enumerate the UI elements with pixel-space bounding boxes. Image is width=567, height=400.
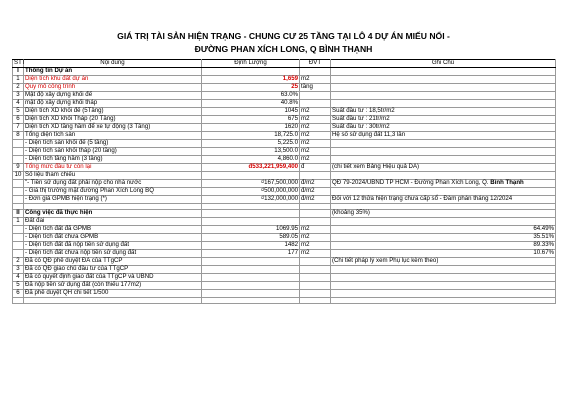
cell-noi-dung: - Diện tích tầng hầm (3 tầng) [24, 156, 202, 164]
cell-ghi-chu [331, 84, 556, 92]
cell-stt: I [13, 68, 24, 76]
cell-dvt [300, 266, 331, 274]
cell-noi-dung: Đã có QĐ giao chủ đầu tư của TTgCP [24, 266, 202, 274]
cell-dvt: m2 [300, 116, 331, 124]
cell-stt: 5 [13, 282, 24, 290]
asset-table [12, 59, 556, 304]
cell-stt: 3 [13, 92, 24, 100]
cell-ghi-chu [331, 196, 556, 204]
cell-noi-dung: Đã nộp tiền sử dụng đất (còn thiếu 177m2) [24, 282, 202, 290]
document-title [12, 30, 555, 56]
ghi-chu-percent: 89.33% [533, 241, 554, 249]
cell-dinh-luong [202, 266, 300, 274]
cell-dvt: m2 [300, 76, 331, 84]
cell-noi-dung: - Diện tích sàn khối tháp (20 tầng) [24, 148, 202, 156]
cell-ghi-chu [331, 266, 556, 274]
cell-dvt [300, 274, 331, 282]
cell-stt [13, 180, 24, 188]
cell-dvt: m2 [300, 234, 331, 242]
cell-dinh-luong: 1482 [202, 242, 300, 250]
cell-noi-dung: Diện tích XD khối đế (5Tầng) [24, 108, 202, 116]
cell-noi-dung: Mật độ xây dựng khối đế [24, 92, 202, 100]
cell-dinh-luong [202, 282, 300, 290]
table-row [13, 290, 556, 298]
cell-dinh-luong: ₫500,000,000 [202, 188, 300, 196]
ghi-chu-percent: 10.67% [533, 249, 554, 257]
cell-noi-dung: Diện tích XD khối Tháp (20 Tầng) [24, 116, 202, 124]
cell-noi-dung [24, 298, 202, 304]
cell-stt: 4 [13, 100, 24, 108]
cell-noi-dung: - Diện tích đất đã GPMB [24, 226, 202, 234]
ghi-chu-text: (Chi tiết pháp lý xem Phụ lục kèm theo) [332, 257, 439, 265]
cell-stt: 8 [13, 132, 24, 140]
cell-dinh-luong: 1045 [202, 108, 300, 116]
cell-dinh-luong: 589.05 [202, 234, 300, 242]
cell-dvt [300, 290, 331, 298]
ghi-chu-bold-text: Bình Thạnh [490, 179, 524, 187]
spreadsheet [12, 6, 555, 304]
cell-noi-dung: - Diện tích sàn khối đế (5 tầng) [24, 140, 202, 148]
table-row [13, 298, 556, 304]
cell-ghi-chu [331, 290, 556, 298]
ghi-chu-text: Hệ số sử dụng đất 11,3 lần [332, 131, 406, 139]
cell-stt [13, 188, 24, 196]
cell-stt: 10 [13, 172, 24, 180]
cell-stt: 1 [13, 218, 24, 226]
cell-dvt [300, 282, 331, 290]
cell-noi-dung: Tổng mức đầu tư còn lại [24, 164, 202, 172]
cell-ghi-chu [331, 234, 556, 242]
cell-stt [13, 298, 24, 304]
cell-dvt: m2 [300, 226, 331, 234]
cell-dvt: tầng [300, 84, 331, 92]
table-row [13, 76, 556, 84]
cell-ghi-chu [331, 180, 556, 188]
cell-ghi-chu [331, 258, 556, 266]
ghi-chu-text: Đối với 12 thửa hiện trạng chưa cấp sổ - Đàm phán tháng 12/2024 [332, 195, 513, 203]
cell-noi-dung: Diện tích khu đất dự án [24, 76, 202, 84]
table-body [13, 68, 556, 304]
cell-dinh-luong [202, 274, 300, 282]
cell-dinh-luong: 13,500.0 [202, 148, 300, 156]
cell-ghi-chu [331, 218, 556, 226]
cell-noi-dung: Đã có quyết định giao đất của TTgCP và UBND [24, 274, 202, 282]
cell-dvt [300, 258, 331, 266]
cell-stt: 5 [13, 108, 24, 116]
cell-dinh-luong: 1620 [202, 124, 300, 132]
cell-dinh-luong [202, 290, 300, 298]
cell-stt: II [13, 210, 24, 218]
cell-noi-dung: - Giá thị trường mặt đường Phan Xích Long BQ [24, 188, 202, 196]
table-row [13, 196, 556, 204]
cell-noi-dung: Thông tin Dự án [24, 68, 202, 76]
cell-dvt: m2 [300, 132, 331, 140]
cell-ghi-chu [331, 92, 556, 100]
title-line-1: GIÁ TRỊ TÀI SẢN HIỆN TRẠNG - CHUNG CƯ 25 TẦNG TẠI LÔ 4 DỰ ÁN MIẾU NỔI - [117, 31, 450, 41]
ghi-chu-text: QĐ 79-2024/UBND TP HCM - Đường Phan Xích Long, Q. [332, 179, 489, 187]
cell-dinh-luong: đ533,221,959,400 [202, 164, 300, 172]
cell-noi-dung: - Diện tích đất chưa nộp tiền sử dụng đất [24, 250, 202, 258]
cell-noi-dung: - Đơn giá GPMB hiện trạng (*) [24, 196, 202, 204]
cell-dvt: đ/m2 [300, 188, 331, 196]
ghi-chu-text: Suất đầu tư : 21tr/m2 [332, 115, 390, 123]
ghi-chu-text: Suất đầu tư : 18,5tr/m2 [332, 107, 395, 115]
cell-noi-dung: - Diện tích đất chưa GPMB [24, 234, 202, 242]
cell-dvt: đ/m2 [300, 180, 331, 188]
cell-dinh-luong: 675 [202, 116, 300, 124]
cell-noi-dung: Đã có QĐ phê duyệt ĐA của TTgCP [24, 258, 202, 266]
cell-noi-dung: Tổng diện tích sàn [24, 132, 202, 140]
cell-dvt: đ/m2 [300, 196, 331, 204]
cell-noi-dung: mật độ xây dựng khối tháp [24, 100, 202, 108]
cell-stt [13, 196, 24, 204]
cell-ghi-chu [331, 226, 556, 234]
cell-stt [13, 242, 24, 250]
cell-dvt: m2 [300, 124, 331, 132]
cell-noi-dung: Số liệu tham chiếu [24, 172, 202, 180]
cell-dinh-luong: 40.8% [202, 100, 300, 108]
cell-noi-dung: Đất đai [24, 218, 202, 226]
cell-dvt: m2 [300, 242, 331, 250]
cell-dinh-luong: ₫132,000,000 [202, 196, 300, 204]
cell-stt: 2 [13, 258, 24, 266]
cell-dvt [300, 92, 331, 100]
cell-ghi-chu [331, 210, 556, 218]
cell-stt: 2 [13, 84, 24, 92]
header-row [13, 60, 556, 68]
cell-noi-dung: - Diện tích đất đã nộp tiền sử dụng đất [24, 242, 202, 250]
table-row [13, 210, 556, 218]
cell-dinh-luong: 25 [202, 84, 300, 92]
cell-ghi-chu [331, 298, 556, 304]
cell-dinh-luong: 177 [202, 250, 300, 258]
cell-stt: 1 [13, 76, 24, 84]
cell-ghi-chu [331, 274, 556, 282]
cell-stt [13, 234, 24, 242]
cell-noi-dung: Đã phê duyệt QH chi tiết 1/500 [24, 290, 202, 298]
cell-dvt: m2 [300, 250, 331, 258]
table-row [13, 164, 556, 172]
title-line-2: ĐƯỜNG PHAN XÍCH LONG, Q BÌNH THẠNH [194, 44, 373, 54]
cell-dvt [300, 298, 331, 304]
ghi-chu-text: (chi tiết xem Bảng Hiệu quả DA) [332, 163, 420, 171]
cell-ghi-chu [331, 132, 556, 140]
cell-stt: 6 [13, 290, 24, 298]
header-noi-dung: Nội dung [24, 60, 202, 68]
ghi-chu-percent: 64.49% [533, 225, 554, 233]
cell-ghi-chu [331, 140, 556, 148]
cell-dinh-luong: ₫167,500,000 [202, 180, 300, 188]
cell-dvt: m2 [300, 140, 331, 148]
cell-noi-dung: Công việc đã thực hiện [24, 210, 202, 218]
cell-noi-dung: Quy mô công trình [24, 84, 202, 92]
cell-dinh-luong [202, 298, 300, 304]
cell-dvt: m2 [300, 108, 331, 116]
cell-stt [13, 226, 24, 234]
ghi-chu-text: (khoảng 35%) [332, 209, 370, 217]
cell-dvt: đ [300, 164, 331, 172]
cell-dinh-luong [202, 210, 300, 218]
ghi-chu-text: Suất đầu tư : 30tr/m2 [332, 123, 390, 131]
cell-stt [13, 148, 24, 156]
header-ghi-chu: Ghi Chú [331, 60, 556, 68]
cell-ghi-chu [331, 68, 556, 76]
cell-ghi-chu [331, 282, 556, 290]
cell-ghi-chu [331, 164, 556, 172]
cell-dinh-luong: 4,860.0 [202, 156, 300, 164]
header-stt: STT [14, 59, 26, 67]
cell-stt: 3 [13, 266, 24, 274]
cell-stt [13, 140, 24, 148]
cell-stt: 6 [13, 116, 24, 124]
cell-noi-dung: Diện tích XD tầng hầm để xe tự động (3 Tầng) [24, 124, 202, 132]
header-dvt: ĐVT [300, 60, 331, 68]
cell-dinh-luong: 5,225.0 [202, 140, 300, 148]
ghi-chu-percent: 35.51% [533, 233, 554, 241]
cell-stt: 4 [13, 274, 24, 282]
cell-dvt: m2 [300, 156, 331, 164]
cell-dinh-luong: 18,725.0 [202, 132, 300, 140]
cell-noi-dung: "- Tiền sử dụng đất phải nộp cho nhà nước [24, 180, 202, 188]
header-dinh-luong: Định Lượng [202, 60, 300, 68]
cell-dinh-luong: 1069.95 [202, 226, 300, 234]
cell-dinh-luong: 1,659 [202, 76, 300, 84]
cell-ghi-chu [331, 76, 556, 84]
cell-ghi-chu [331, 242, 556, 250]
cell-stt: 9 [13, 164, 24, 172]
cell-dvt: m2 [300, 148, 331, 156]
cell-dinh-luong: 63.0% [202, 92, 300, 100]
cell-ghi-chu [331, 148, 556, 156]
cell-dinh-luong [202, 258, 300, 266]
cell-stt: 7 [13, 124, 24, 132]
cell-dvt [300, 210, 331, 218]
